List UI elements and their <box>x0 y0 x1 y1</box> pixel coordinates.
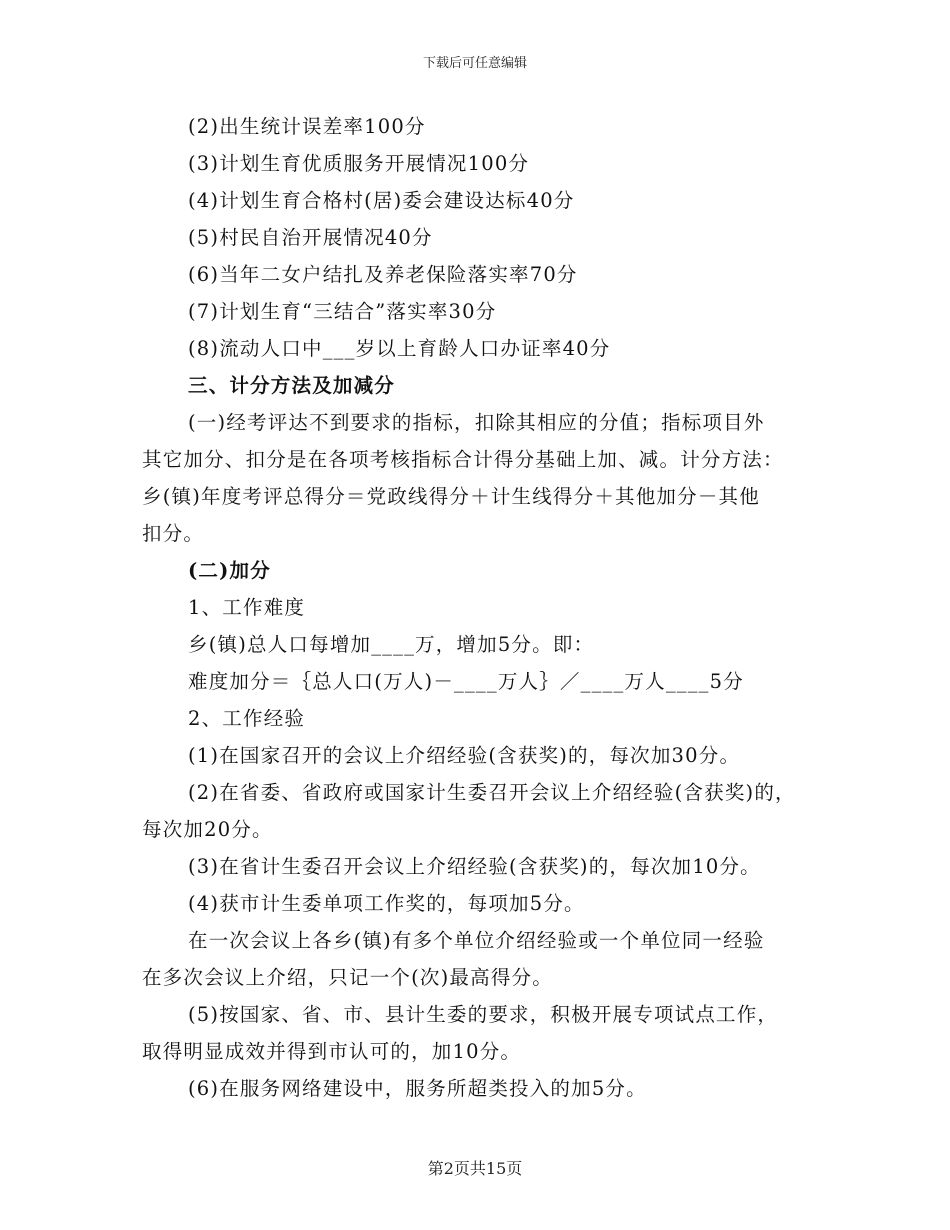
page-header: 下载后可任意编辑 <box>422 56 527 71</box>
text-line: (7)计划生育“三结合”落实率30分 <box>188 300 497 323</box>
text-line: 其它加分、扣分是在各项考核指标合计得分基础上加、减。计分方法： <box>142 448 784 471</box>
text-line: (4)获市计生委单项工作奖的，每项加5分。 <box>188 892 585 915</box>
text-line: (2)在省委、省政府或国家计生委召开会议上介绍经验(含获奖)的， <box>188 781 796 804</box>
text-line: 1、工作难度 <box>188 596 306 619</box>
text-line: (4)计划生育合格村(居)委会建设达标40分 <box>188 189 575 212</box>
text-line: (2)出生统计误差率100分 <box>188 115 426 138</box>
text-line: 难度加分＝｛总人口(万人)－____万人｝／____万人____5分 <box>188 670 744 693</box>
text-line: 每次加20分。 <box>142 818 273 841</box>
text-line: (3)计划生育优质服务开展情况100分 <box>188 152 530 175</box>
text-line: 在多次会议上介绍，只记一个(次)最高得分。 <box>142 966 553 989</box>
section-heading: (二)加分 <box>188 559 271 582</box>
text-line: (8)流动人口中___岁以上育龄人口办证率40分 <box>188 337 611 360</box>
text-line: (6)在服务网络建设中，服务所超类投入的加5分。 <box>188 1077 647 1100</box>
text-line: (5)村民自治开展情况40分 <box>188 226 433 249</box>
document-body <box>142 108 812 1107</box>
text-line: (6)当年二女户结扎及养老保险落实率70分 <box>188 263 578 286</box>
text-line: 2、工作经验 <box>188 707 306 730</box>
page-footer: 第2页共15页 <box>427 1159 523 1178</box>
text-line: 乡(镇)总人口每增加____万，增加5分。即： <box>188 633 595 656</box>
text-line: 乡(镇)年度考评总得分＝党政线得分＋计生线得分＋其他加分－其他 <box>142 485 760 508</box>
text-line: (一)经考评达不到要求的指标，扣除其相应的分值；指标项目外 <box>188 411 765 434</box>
text-line: 取得明显成效并得到市认可的，加10分。 <box>142 1040 522 1063</box>
text-line: (5)按国家、省、市、县计生委的要求，积极开展专项试点工作， <box>188 1003 779 1026</box>
text-line: (1)在国家召开的会议上介绍经验(含获奖)的，每次加30分。 <box>188 744 741 767</box>
text-line: (3)在省计生委召开会议上介绍经验(含获奖)的，每次加10分。 <box>188 855 761 878</box>
text-line: 扣分。 <box>142 522 205 545</box>
text-line: 在一次会议上各乡(镇)有多个单位介绍经验或一个单位同一经验 <box>188 929 765 952</box>
section-heading: 三、计分方法及加减分 <box>188 374 396 397</box>
